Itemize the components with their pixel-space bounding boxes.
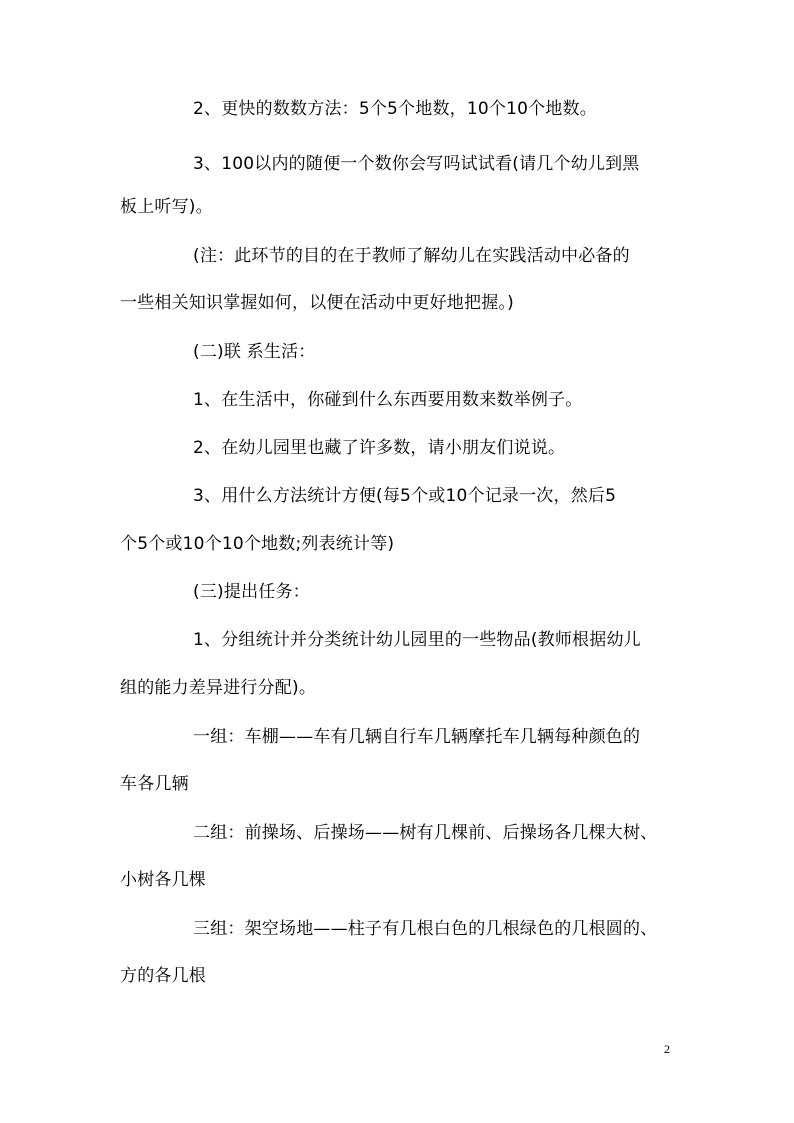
paragraph-line: 二组：前操场、后操场——树有几棵前、后操场各几棵大树、: [193, 823, 658, 843]
paragraph-line: 一组：车棚——车有几辆自行车几辆摩托车几辆每种颜色的: [193, 727, 641, 747]
paragraph-line: 一些相关知识掌握如何，以便在活动中更好地把握。): [120, 293, 514, 313]
section-heading: (二)联 系生活：: [193, 342, 316, 362]
paragraph-line: (注：此环节的目的在于教师了解幼儿在实践活动中必备的: [193, 246, 630, 266]
section-heading: (三)提出任务：: [193, 582, 310, 602]
paragraph-line: 2、在幼儿园里也藏了许多数，请小朋友们说说。: [193, 438, 566, 458]
paragraph-line: 个5个或10个10个地数;列表统计等): [120, 534, 395, 554]
paragraph-line: 3、用什么方法统计方便(每5个或10个记录一次，然后5: [193, 486, 617, 506]
page-number: 2: [664, 1042, 670, 1056]
paragraph-line: 车各几辆: [120, 774, 189, 794]
paragraph-line: 小树各几棵: [120, 870, 206, 890]
paragraph-line: 1、分组统计并分类统计幼儿园里的一些物品(教师根据幼儿: [193, 630, 641, 650]
paragraph-line: 3、100以内的随便一个数你会写吗试试看(请几个幼儿到黑: [193, 154, 640, 174]
paragraph-line: 方的各几根: [120, 966, 206, 986]
paragraph-line: 1、在生活中，你碰到什么东西要用数来数举例子。: [193, 390, 583, 410]
paragraph-line: 组的能力差异进行分配)。: [120, 678, 317, 698]
paragraph-line: 2、更快的数数方法：5个5个地数，10个10个地数。: [193, 99, 597, 119]
paragraph-line: 板上听写)。: [120, 197, 213, 217]
paragraph-line: 三组：架空场地——柱子有几根白色的几根绿色的几根圆的、: [193, 919, 658, 939]
